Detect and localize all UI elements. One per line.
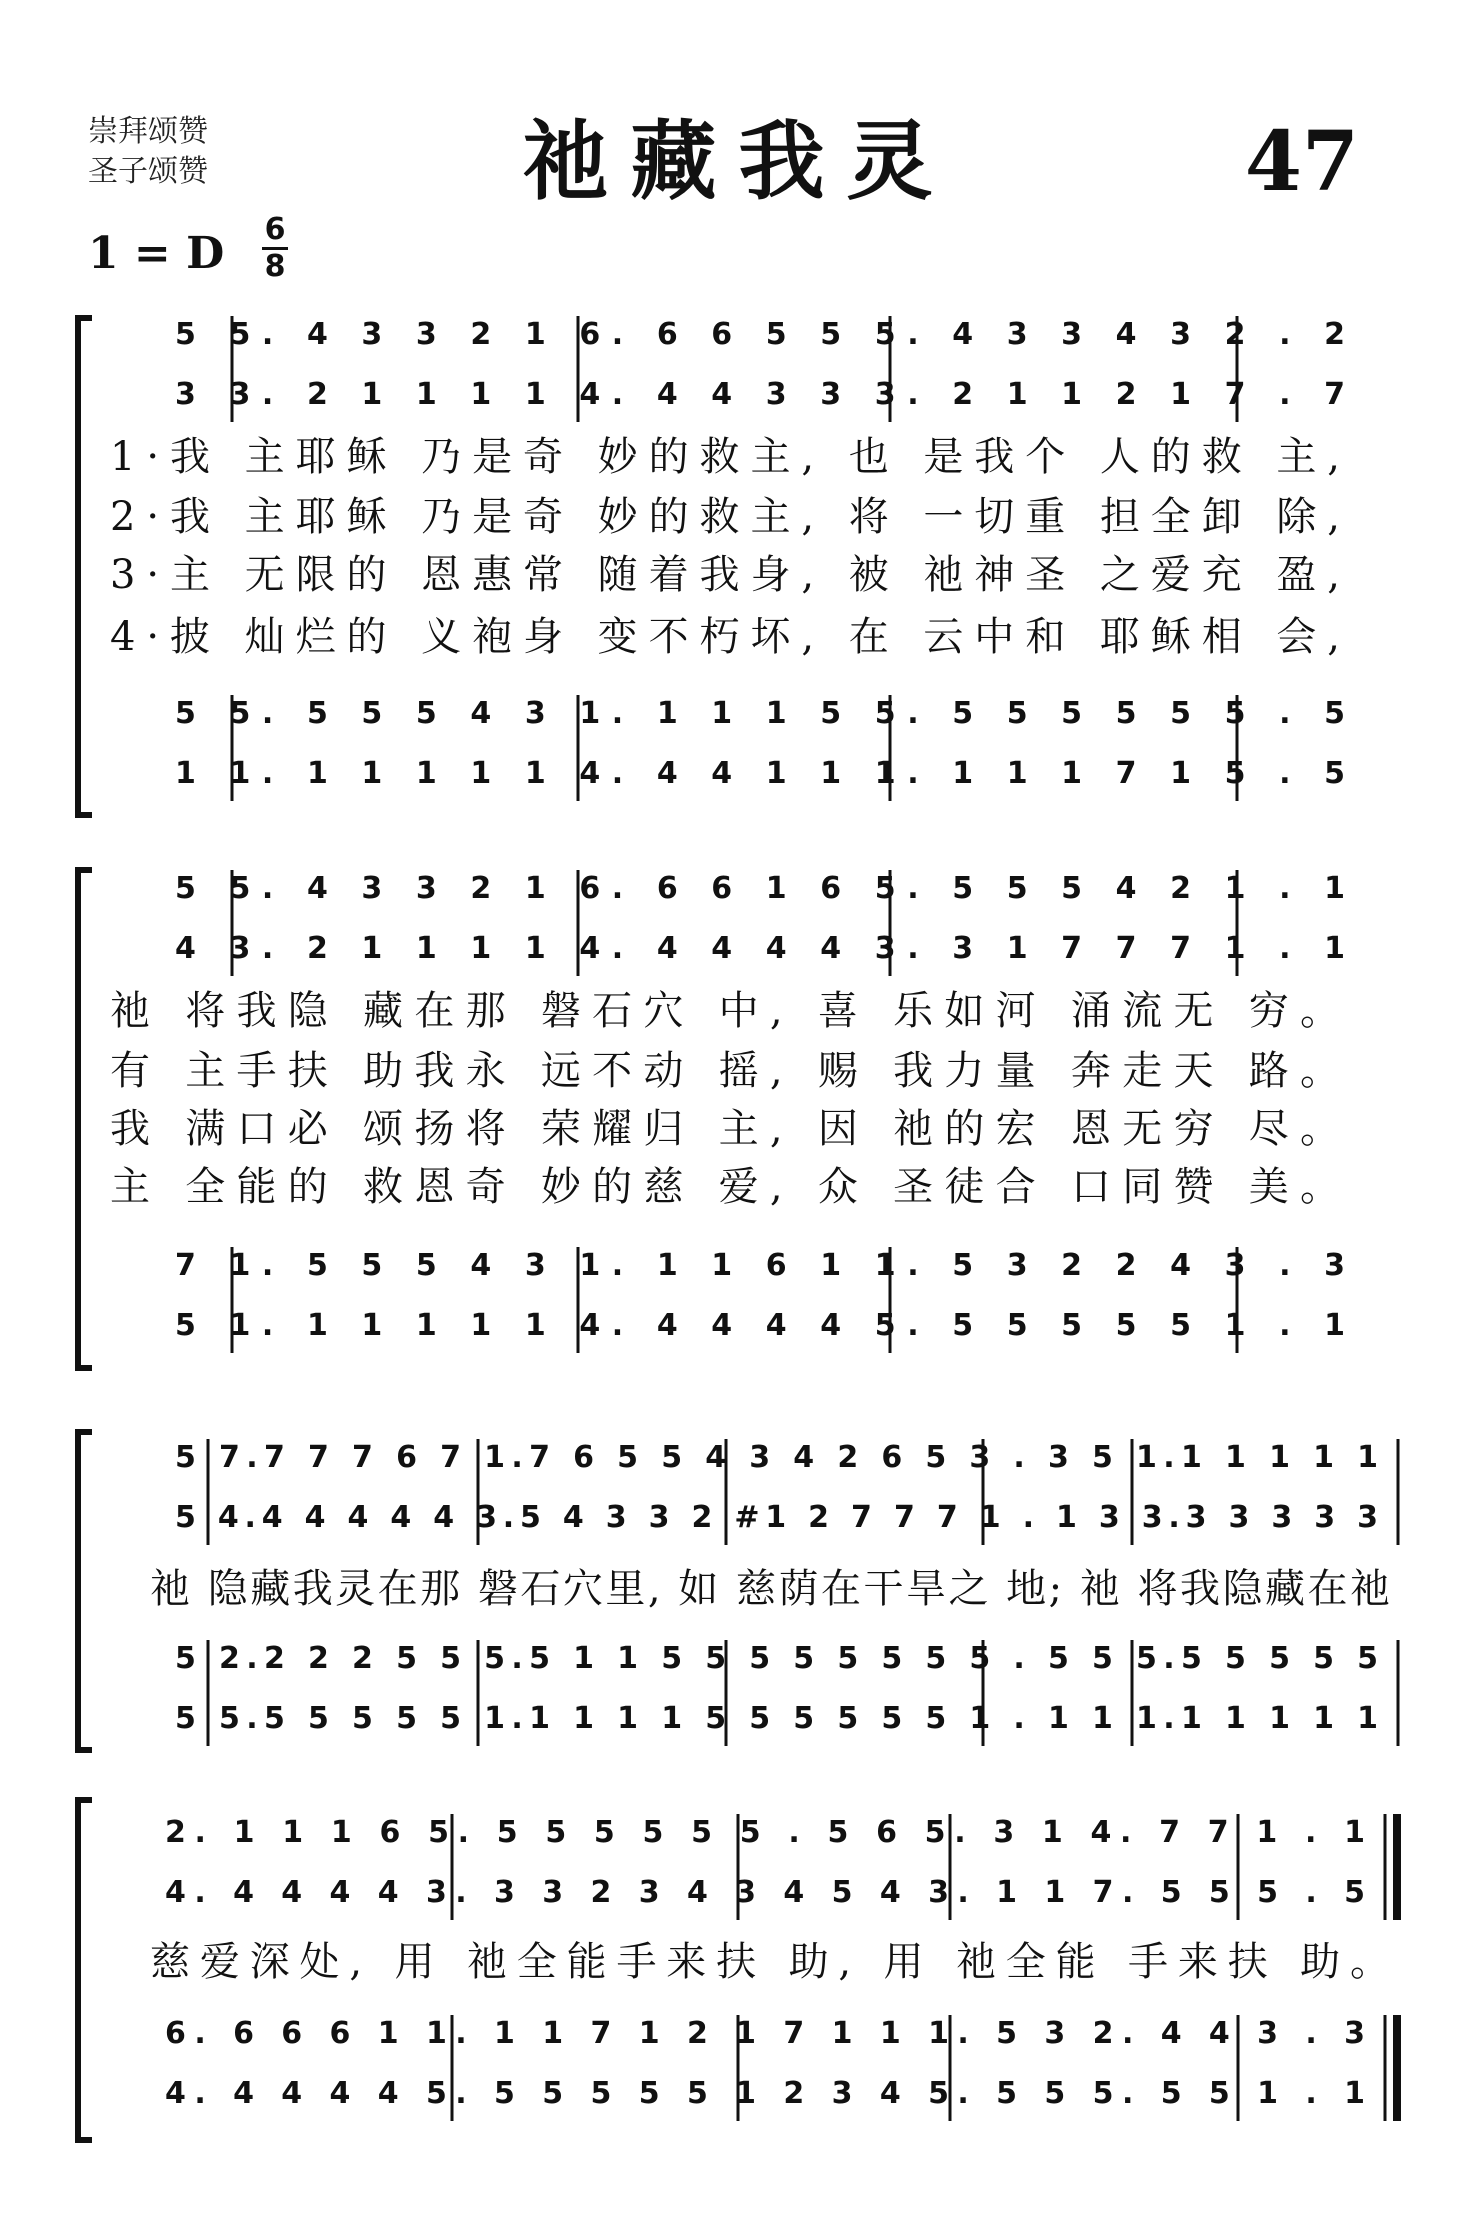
time-top: 6 — [264, 212, 286, 247]
key-signature: 1 = D — [88, 228, 225, 279]
hymn-number: 47 — [1244, 114, 1359, 210]
lyric-line: 有 主手扶 助我永 远不动 摇, 赐 我力量 奔走天 路。 — [110, 1048, 1340, 1094]
system-bracket — [78, 1800, 92, 2140]
section-line-2: 圣子颂赞 — [88, 154, 208, 189]
notation-row: 5 7.7 7 7 6 7 1.7 6 5 5 4 3 4 2 6 5 3 . 3 5 1.1 1 1 1 1 — [175, 1440, 1378, 1475]
system-bracket — [78, 1432, 92, 1750]
notation-row: 1 1. 1 1 1 1 1 4. 4 4 1 1 1. 1 1 1 7 1 5 . 5 — [175, 756, 1345, 791]
lyric-line: 2·我 主耶稣 乃是奇 妙的救主, 将 一切重 担全卸 除, — [110, 494, 1340, 540]
notation-row: 5 5. 5 5 5 4 3 1. 1 1 1 5 5. 5 5 5 5 5 5 . 5 — [175, 696, 1345, 731]
notation-row: 5 4.4 4 4 4 4 3.5 4 3 3 2 #1 2 7 7 7 1 . 1 3 3.3 3 3 3 3 — [175, 1500, 1378, 1535]
lyric-line: 1·我 主耶稣 乃是奇 妙的救主, 也 是我个 人的救 主, — [110, 434, 1340, 480]
notation-row: 5 5. 4 3 3 2 1 6. 6 6 5 5 5. 4 3 3 4 3 2 . 2 — [175, 317, 1345, 352]
notation-row: 4. 4 4 4 4 3. 3 3 2 3 4 3 4 5 4 3. 1 1 7. 5 5 5 . 5 — [165, 1875, 1365, 1910]
lyric-line: 祂 隐藏我灵在那 磐石穴里, 如 慈荫在干旱之 地; 祂 将我隐藏在祂 — [150, 1566, 1390, 1612]
notation-row: 5 2.2 2 2 5 5 5.5 1 1 5 5 5 5 5 5 5 5 . 5 5 5.5 5 5 5 5 — [175, 1641, 1378, 1676]
notation-row: 5 5.5 5 5 5 5 1.1 1 1 1 5 5 5 5 5 5 1 . 1 1 1.1 1 1 1 1 — [175, 1701, 1378, 1736]
notation-row: 3 3. 2 1 1 1 1 4. 4 4 3 3 3. 2 1 1 2 1 7 . 7 — [175, 377, 1345, 412]
notation-row: 7 1. 5 5 5 4 3 1. 1 1 6 1 1. 5 3 2 2 4 3 . 3 — [175, 1248, 1345, 1283]
lyric-line: 主 全能的 救恩奇 妙的慈 爱, 众 圣徒合 口同赞 美。 — [110, 1164, 1340, 1210]
lyric-line: 祂 将我隐 藏在那 磐石穴 中, 喜 乐如河 涌流无 穷。 — [110, 988, 1340, 1034]
notation-row: 6. 6 6 6 1 1. 1 1 7 1 2 1 7 1 1 1. 5 3 2. 4 4 3 . 3 — [165, 2016, 1365, 2051]
notation-row: 5 5. 4 3 3 2 1 6. 6 6 1 6 5. 5 5 5 4 2 1 . 1 — [175, 871, 1345, 906]
notation-row: 4. 4 4 4 4 5. 5 5 5 5 5 1 2 3 4 5. 5 5 5. 5 5 1 . 1 — [165, 2076, 1365, 2111]
time-bottom: 8 — [264, 249, 286, 284]
notation-row: 4 3. 2 1 1 1 1 4. 4 4 4 4 3. 3 1 7 7 7 1 . 1 — [175, 931, 1345, 966]
lyric-line: 我 满口必 颂扬将 荣耀归 主, 因 祂的宏 恩无穷 尽。 — [110, 1106, 1340, 1152]
section-line-1: 崇拜颂赞 — [88, 114, 208, 149]
system-bracket — [78, 870, 92, 1368]
notation-row: 2. 1 1 1 6 5. 5 5 5 5 5 5 . 5 6 5. 3 1 4. 7 7 1 . 1 — [165, 1815, 1366, 1850]
lyric-line: 3·主 无限的 恩惠常 随着我身, 被 祂神圣 之爱充 盈, — [110, 552, 1340, 598]
lyric-line: 慈爱深处, 用 祂全能手来扶 助, 用 祂全能 手来扶 助。 — [150, 1939, 1390, 1985]
lyric-line: 4·披 灿烂的 义袍身 变不朽坏, 在 云中和 耶稣相 会, — [110, 614, 1340, 660]
system-bracket — [78, 318, 92, 815]
hymn-title: 祂藏我灵 — [522, 111, 955, 212]
notation-row: 5 1. 1 1 1 1 1 4. 4 4 4 4 5. 5 5 5 5 5 1 . 1 — [175, 1308, 1345, 1343]
